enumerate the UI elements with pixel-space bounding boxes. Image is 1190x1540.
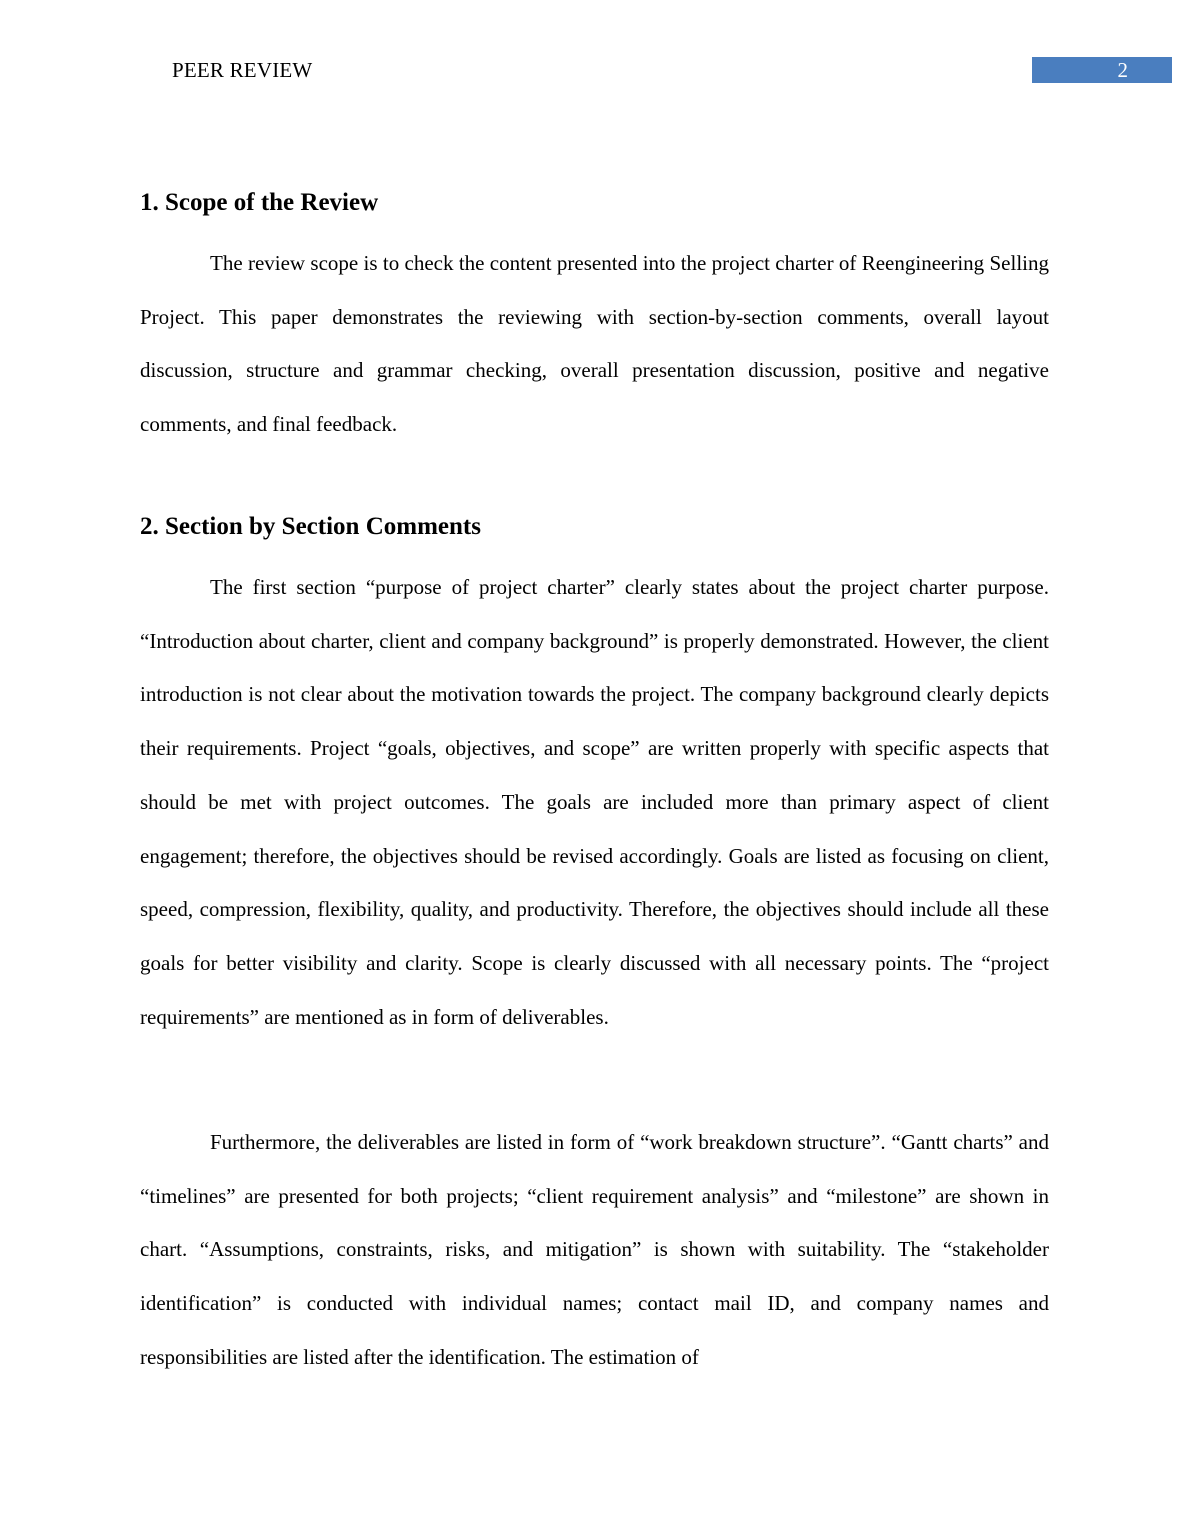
paragraph-comments-2: Furthermore, the deliverables are listed in form of “work breakdown structure”. “Gantt charts” and “timelines” are presented for both projects; “client requirement analysis” and “milestone” are shown in chart. “Assumptions, constraints, risks, and mitigation” is shown with suitability. The “stakeholder identification” is conducted with individual names; contact mail ID, and company names and responsibilities are listed after the identification. The estimation of — [140, 1130, 1049, 1369]
paragraph-comments-1: The first section “purpose of project charter” clearly states about the project charter purpose. “Introduction about charter, client and company background” is properly demonstrated. However, the client introduction is not clear about the motivation towards the project. The company background clearly depicts their requirements. Project “goals, objectives, and scope” are written properly with specific aspects that should be met with project outcomes. The goals are included more than primary aspect of client engagement; therefore, the objectives should be revised accordingly. Goals are listed as focusing on client, speed, compression, flexibility, quality, and productivity. Therefore, the objectives should include all these goals for better visibility and clarity. Scope is clearly discussed with all necessary points. The “project requirements” are mentioned as in form of deliverables. — [140, 575, 1049, 1029]
paragraph-scope: The review scope is to check the content presented into the project charter of Reengineering Selling Project. This paper demonstrates the reviewing with section-by-section comments, overall layout discussion, structure and grammar checking, overall presentation discussion, positive and negative comments, and final feedback. — [140, 251, 1049, 437]
page-number: 2 — [1117, 58, 1128, 82]
section-heading-comments: 2. Section by Section Comments — [140, 513, 481, 540]
section-heading-scope: 1. Scope of the Review — [140, 189, 379, 216]
page-number-box — [1032, 57, 1172, 83]
running-head: PEER REVIEW — [172, 58, 313, 82]
